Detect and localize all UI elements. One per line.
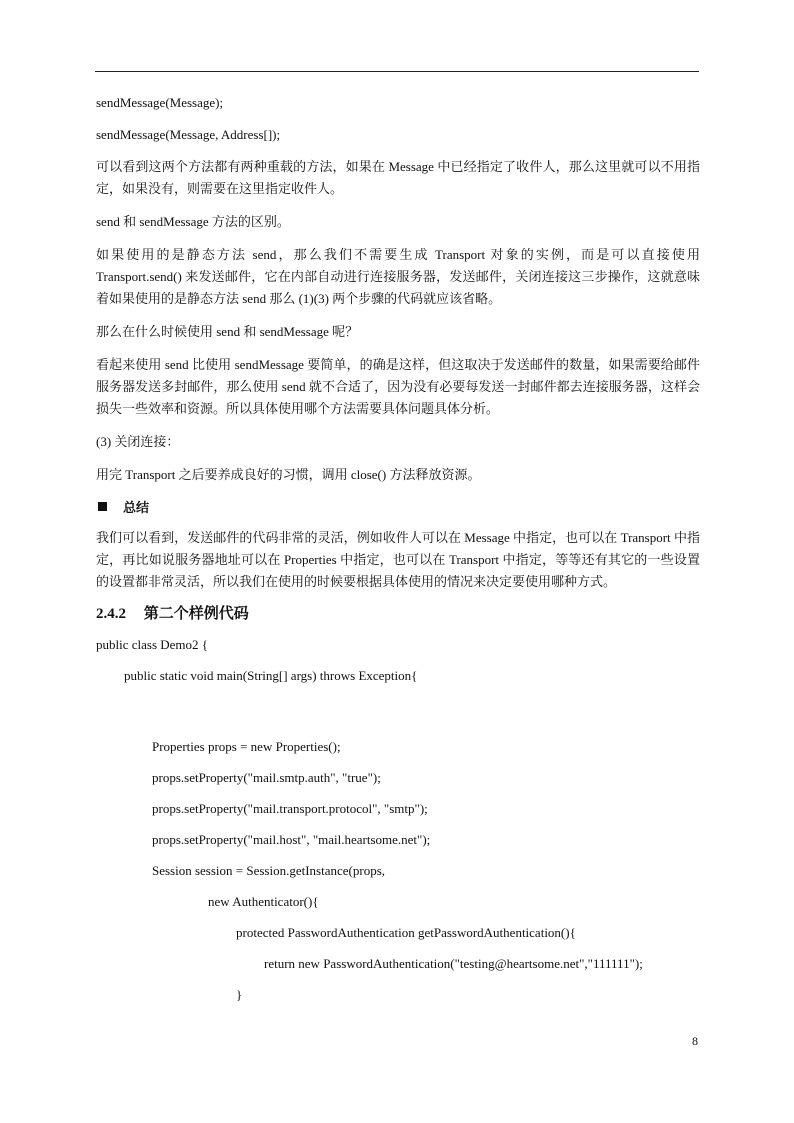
code-sample xyxy=(96,634,700,1006)
code-line: public class Demo2 { xyxy=(96,637,209,652)
paragraph-send-message-2: sendMessage(Message, Address[]); xyxy=(96,127,281,142)
paragraph-difference-heading: send 和 sendMessage 方法的区别。 xyxy=(96,214,290,229)
paragraph-summary: 我们可以看到，发送邮件的代码非常的灵活，例如收件人可以在 Message 中指定，也可以在 Transport 中指定，再比如说服务器地址可以在 Properties 中指定，也可以在 Transport 中指定，等等还有其它的一些设置的设置都非常灵活，所以我们在使用的时候要根据具体使用的情况来决定要使用哪种方式。 xyxy=(96,530,700,589)
section-number: 2.4.2 xyxy=(96,606,126,622)
code-line: props.setProperty("mail.smtp.auth", "true"); xyxy=(152,770,381,785)
paragraph-overload-explanation: 可以看到这两个方法都有两种重载的方法，如果在 Message 中已经指定了收件人，那么这里就可以不用指定，如果没有，则需要在这里指定收件人。 xyxy=(96,159,700,196)
code-line: return new PasswordAuthentication("testing@heartsome.net","111111"); xyxy=(264,956,643,971)
code-line: Session session = Session.getInstance(props, xyxy=(152,863,386,878)
code-line: props.setProperty("mail.transport.protocol", "smtp"); xyxy=(152,801,428,816)
code-line: Properties props = new Properties(); xyxy=(152,739,341,754)
page-number: 8 xyxy=(692,1034,698,1048)
code-line: new Authenticator(){ xyxy=(208,894,319,909)
paragraph-when-to-use: 那么在什么时候使用 send 和 sendMessage 呢？ xyxy=(96,324,359,339)
code-line: public static void main(String[] args) throws Exception{ xyxy=(124,668,418,683)
paragraph-close-connection-step: (3) 关闭连接： xyxy=(96,434,180,449)
section-heading xyxy=(96,603,700,625)
code-line: protected PasswordAuthentication getPasswordAuthentication(){ xyxy=(236,925,576,940)
code-line: props.setProperty("mail.host", "mail.heartsome.net"); xyxy=(152,832,431,847)
summary-heading xyxy=(96,497,700,516)
section-title: 第二个样例代码 xyxy=(143,606,249,622)
code-line: } xyxy=(236,987,243,1002)
page-content xyxy=(96,92,700,1006)
paragraph-static-send: 如果使用的是静态方法 send，那么我们不需要生成 Transport 对象的实例，而是可以直接使用 Transport.send() 来发送邮件，它在内部自动进行连接服务器，发送邮件，关闭连接这三步操作，这就意味着如果使用的是静态方法 send 那么 (1)(3) 两个步骤的代码就应该省略。 xyxy=(96,247,700,306)
header-rule xyxy=(95,71,699,72)
square-bullet-icon xyxy=(98,502,107,511)
paragraph-send-message-1: sendMessage(Message); xyxy=(96,95,224,110)
paragraph-comparison: 看起来使用 send 比使用 sendMessage 要简单，的确是这样，但这取决于发送邮件的数量，如果需要给邮件服务器发送多封邮件，那么使用 send 就不合适了，因为没有必要每发送一封邮件都去连接服务器，这样会损失一些效率和资源。所以具体使用哪个方法需要具体问题具体分析。 xyxy=(96,357,700,416)
paragraph-close-resources: 用完 Transport 之后要养成良好的习惯，调用 close() 方法释放资源。 xyxy=(96,467,481,482)
summary-title: 总结 xyxy=(123,500,150,515)
code-blank-line xyxy=(96,687,700,727)
